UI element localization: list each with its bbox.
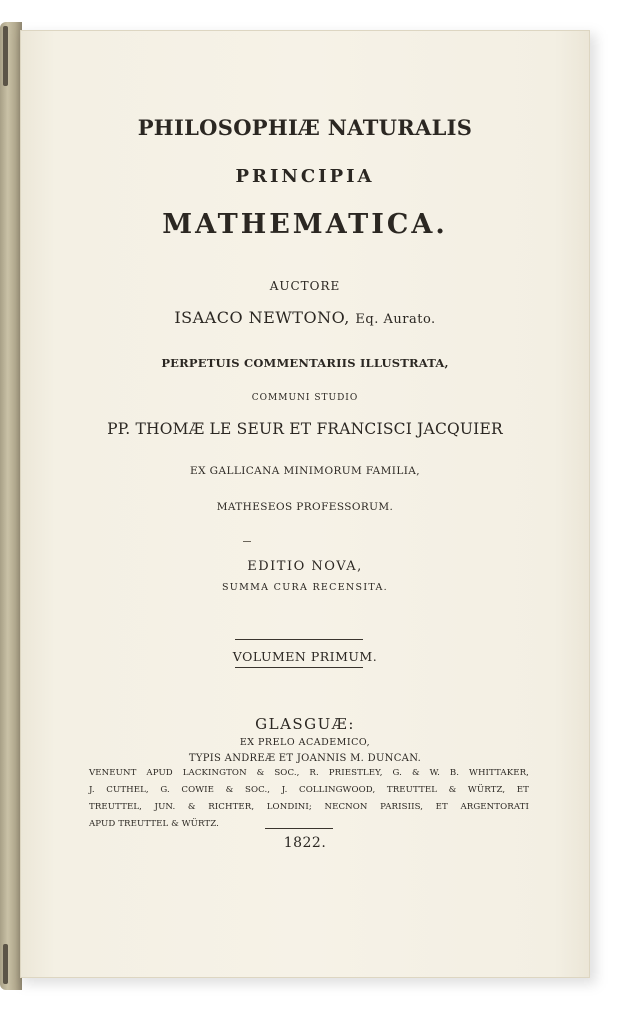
title-page [20, 30, 590, 978]
author-name: ISAACO NEWTONO, [174, 308, 350, 327]
volume-rule-bottom [235, 667, 363, 668]
small-dash-ornament [243, 541, 251, 542]
imprint-line-4: APUD TREUTTEL & WÜRTZ. [89, 819, 220, 829]
book-cover-edge [0, 22, 22, 990]
title-line-2: PRINCIPIA [235, 166, 375, 187]
author-title: Eq. Aurato. [355, 312, 436, 327]
volume-rule-top [235, 639, 363, 640]
commentary-line: PERPETUIS COMMENTARIIS ILLUSTRATA, [161, 356, 449, 370]
prelo-line: EX PRELO ACADEMICO, [239, 737, 371, 748]
imprint-line-2: J. CUTHEL, G. COWIE & SOC., J. COLLINGWOOD, TREUTTEL & WÜRTZ, ET [89, 785, 529, 795]
printer-line: TYPIS ANDREÆ ET JOANNIS M. DUNCAN. [188, 753, 422, 764]
matheseos-line: MATHESEOS PROFESSORUM. [216, 501, 394, 513]
editors-line: PP. THOMÆ LE SEUR ET FRANCISCI JACQUIER [107, 420, 503, 438]
imprint-line-3: TREUTTEL, JUN. & RICHTER, LONDINI; NECNON PARISIIS, ET ARGENTORATI [89, 802, 529, 812]
recensita-line: SUMMA CURA RECENSITA. [221, 582, 389, 593]
communi-studio-line: COMMUNI STUDIO [251, 393, 359, 403]
publication-year: 1822. [283, 835, 327, 851]
edition-line: EDITIO NOVA, [247, 559, 363, 574]
place-of-publication: GLASGUÆ: [255, 715, 355, 733]
gallicana-line: EX GALLICANA MINIMORUM FAMILIA, [190, 465, 420, 477]
imprint-line-1: VENEUNT APUD LACKINGTON & SOC., R. PRIESTLEY, G. & W. B. WHITTAKER, [89, 768, 529, 778]
title-line-1: PHILOSOPHIÆ NATURALIS [137, 115, 473, 140]
title-line-3: MATHEMATICA. [162, 209, 448, 240]
author-line [21, 308, 589, 327]
year-rule [265, 828, 333, 829]
auctore-label: AUCTORE [269, 279, 341, 293]
volume-label: VOLUMEN PRIMUM. [232, 649, 378, 664]
